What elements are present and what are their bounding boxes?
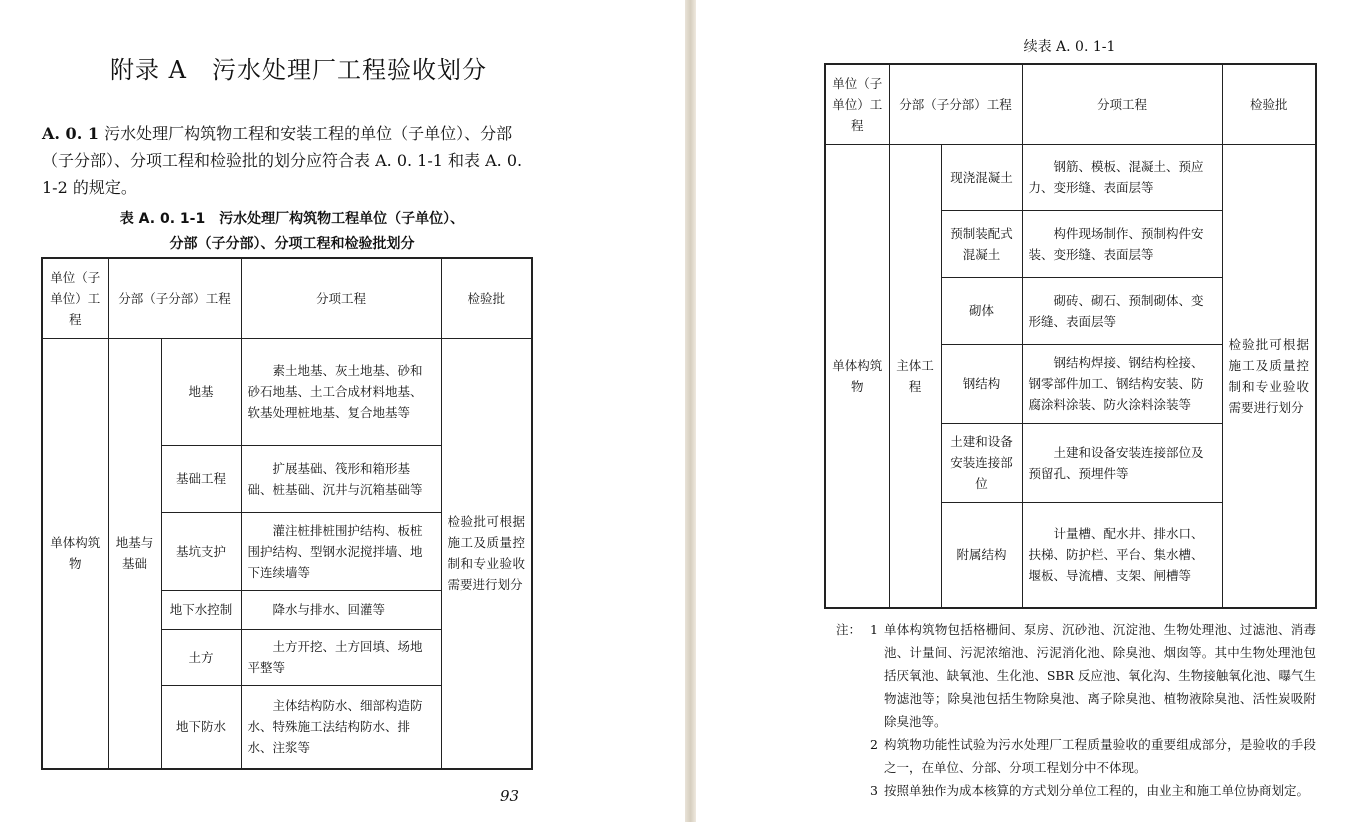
subdivision-cell: 地下水控制 [161, 590, 241, 629]
table-row [42, 338, 532, 445]
header-batch: 检验批 [441, 258, 532, 338]
batch-cell: 检验批可根据施工及质量控制和专业验收需要进行划分 [441, 338, 532, 769]
subdivision-cell: 基坑支护 [161, 512, 241, 590]
appendix-title: 附录 A 污水处理厂工程验收划分 [110, 56, 487, 84]
unit-cell: 单体构筑物 [825, 144, 889, 608]
table-header-row [825, 64, 1316, 144]
header-division: 分部（子分部）工程 [889, 64, 1022, 144]
table-row [825, 144, 1316, 210]
page-number: 93 [500, 787, 520, 805]
item-cell: 降水与排水、回灌等 [241, 590, 441, 629]
subdivision-cell: 砌体 [941, 277, 1022, 344]
item-cell: 土方开挖、土方回填、场地平整等 [241, 629, 441, 685]
subdivision-cell: 地下防水 [161, 685, 241, 769]
header-unit: 单位（子单位）工程 [42, 258, 108, 338]
item-cell: 砌砖、砌石、预制砌体、变形缝、表面层等 [1022, 277, 1222, 344]
item-cell: 灌注桩排桩围护结构、板桩围护结构、型钢水泥搅拌墙、地下连续墙等 [241, 512, 441, 590]
item-cell: 构件现场制作、预制构件安装、变形缝、表面层等 [1022, 210, 1222, 277]
header-item: 分项工程 [241, 258, 441, 338]
note-text: 单体构筑物包括格栅间、泵房、沉砂池、沉淀池、生物处理池、过滤池、消毒池、计量间、污泥浓缩池、污泥消化池、除臭池、烟囱等。其中生物处理池包括厌氧池、缺氧池、生化池、SBR 反应池、氧化沟、生物接触氧化池、曝气生物滤池等；除臭池包括生物除臭池、离子除臭池、植物液除臭池、活性炭吸附除臭池等。 [884, 622, 1316, 729]
clause-paragraph [42, 120, 542, 201]
subdivision-cell: 现浇混凝土 [941, 144, 1022, 210]
item-cell: 钢筋、模板、混凝土、预应力、变形缝、表面层等 [1022, 144, 1222, 210]
header-batch: 检验批 [1222, 64, 1316, 144]
table-caption-line2: 分部（子分部）、分项工程和检验批划分 [169, 236, 415, 252]
note-item [836, 618, 1316, 733]
clause-number: A. 0. 1 [42, 124, 99, 143]
header-item: 分项工程 [1022, 64, 1222, 144]
item-cell: 主体结构防水、细部构造防水、特殊施工法结构防水、排水、注浆等 [241, 685, 441, 769]
note-text: 按照单独作为成本核算的方式划分单位工程的，由业主和施工单位协商划定。 [884, 783, 1310, 798]
header-division: 分部（子分部）工程 [108, 258, 241, 338]
unit-cell: 单体构筑物 [42, 338, 108, 769]
note-number: 3 [870, 783, 878, 798]
clause-text: 污水处理厂构筑物工程和安装工程的单位（子单位）、分部（子分部）、分项工程和检验批的划分应符合表 A. 0. 1-1 和表 A. 0. 1-2 的规定。 [42, 124, 523, 197]
subdivision-cell: 土建和设备安装连接部位 [941, 423, 1022, 502]
notes-label: 注： [836, 622, 862, 637]
item-cell: 土建和设备安装连接部位及预留孔、预埋件等 [1022, 423, 1222, 502]
item-cell: 扩展基础、筏形和箱形基础、桩基础、沉井与沉箱基础等 [241, 445, 441, 512]
table-header-row [42, 258, 532, 338]
header-unit: 单位（子单位）工程 [825, 64, 889, 144]
subdivision-cell: 地基 [161, 338, 241, 445]
continued-division-table [824, 63, 1317, 609]
note-item [836, 733, 1316, 779]
book-gutter [685, 0, 696, 822]
item-cell: 钢结构焊接、钢结构栓接、钢零部件加工、钢结构安装、防腐涂料涂装、防火涂料涂装等 [1022, 344, 1222, 423]
batch-cell: 检验批可根据施工及质量控制和专业验收需要进行划分 [1222, 144, 1316, 608]
division-cell: 主体工程 [889, 144, 941, 608]
division-table [41, 257, 533, 770]
note-number: 1 [870, 622, 878, 637]
continued-table-caption: 续表 A. 0. 1-1 [1023, 39, 1116, 55]
division-cell: 地基与基础 [108, 338, 161, 769]
subdivision-cell: 土方 [161, 629, 241, 685]
subdivision-cell: 预制装配式混凝土 [941, 210, 1022, 277]
subdivision-cell: 基础工程 [161, 445, 241, 512]
table-caption-line1: 表 A. 0. 1-1 污水处理厂构筑物工程单位（子单位）、 [119, 211, 465, 227]
item-cell: 素土地基、灰土地基、砂和砂石地基、土工合成材料地基、软基处理桩地基、复合地基等 [241, 338, 441, 445]
subdivision-cell: 钢结构 [941, 344, 1022, 423]
note-number: 2 [870, 737, 878, 752]
subdivision-cell: 附属结构 [941, 502, 1022, 608]
item-cell: 计量槽、配水井、排水口、扶梯、防护栏、平台、集水槽、堰板、导流槽、支架、闸槽等 [1022, 502, 1222, 608]
note-text: 构筑物功能性试验为污水处理厂工程质量验收的重要组成部分，是验收的手段之一，在单位、分部、分项工程划分中不体现。 [884, 737, 1316, 775]
note-item [836, 779, 1316, 802]
table-notes [836, 618, 1316, 802]
